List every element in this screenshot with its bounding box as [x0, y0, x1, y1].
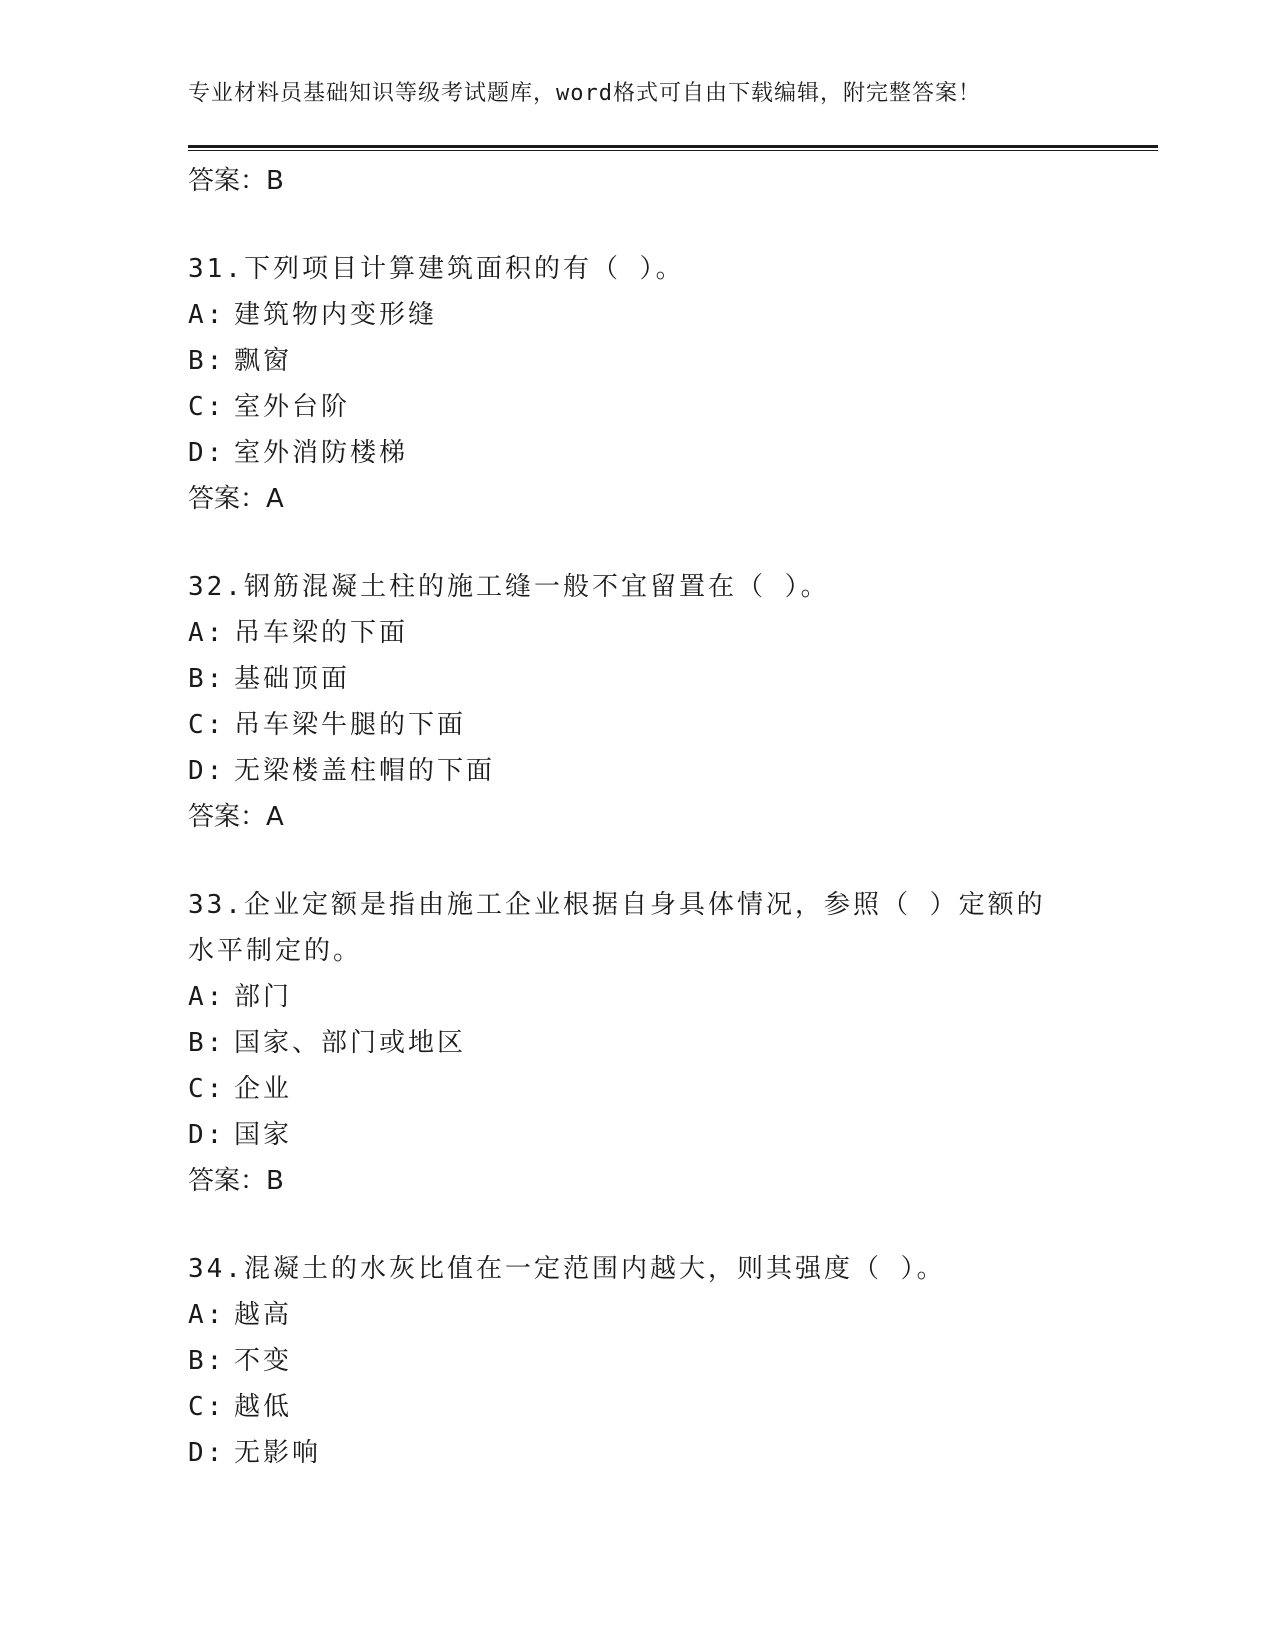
option-key: A: — [188, 618, 226, 648]
answer-line: 答案：A — [188, 802, 284, 832]
option-a — [188, 610, 1108, 656]
header-divider-thin — [188, 150, 1158, 151]
option-key: A: — [188, 982, 226, 1012]
option-text: 企业 — [234, 1074, 293, 1104]
option-text: 基础顶面 — [234, 664, 351, 694]
option-a — [188, 292, 1108, 338]
option-text: 国家、部门或地区 — [234, 1028, 467, 1058]
answer-line: 答案：A — [188, 484, 284, 514]
option-text: 越低 — [234, 1392, 293, 1422]
question-34 — [188, 1246, 1108, 1476]
option-key: C: — [188, 392, 226, 422]
option-key: B: — [188, 1346, 226, 1376]
option-key: C: — [188, 710, 226, 740]
option-text: 室外消防楼梯 — [234, 438, 409, 468]
option-key: D: — [188, 1120, 226, 1150]
option-key: C: — [188, 1074, 226, 1104]
option-c — [188, 384, 1108, 430]
option-key: B: — [188, 346, 226, 376]
option-text: 吊车梁的下面 — [234, 618, 409, 648]
question-33 — [188, 882, 1108, 1204]
option-b — [188, 1338, 1108, 1384]
option-key: D: — [188, 756, 226, 786]
option-a — [188, 974, 1108, 1020]
option-key: D: — [188, 1438, 226, 1468]
option-a — [188, 1292, 1108, 1338]
option-d — [188, 430, 1108, 476]
option-key: A: — [188, 1300, 226, 1330]
option-key: B: — [188, 1028, 226, 1058]
option-text: 吊车梁牛腿的下面 — [234, 710, 467, 740]
option-text: 无梁楼盖柱帽的下面 — [234, 756, 496, 786]
option-d — [188, 1112, 1108, 1158]
page-header: 专业材料员基础知识等级考试题库，word格式可自由下载编辑，附完整答案！ — [188, 81, 981, 106]
option-text: 国家 — [234, 1120, 293, 1150]
option-text: 建筑物内变形缝 — [234, 300, 438, 330]
answer-line: 答案：B — [188, 1166, 284, 1196]
option-d — [188, 748, 1108, 794]
option-key: D: — [188, 438, 226, 468]
question-list — [188, 158, 1108, 1476]
option-c — [188, 702, 1108, 748]
option-key: A: — [188, 300, 226, 330]
question-text: 33.企业定额是指由施工企业根据自身具体情况，参照（ ）定额的水平制定的。 — [188, 890, 1046, 966]
header-divider-thick — [188, 145, 1158, 148]
option-c — [188, 1066, 1108, 1112]
question-text: 32.钢筋混凝土柱的施工缝一般不宜留置在（ ）。 — [188, 572, 830, 602]
question-text: 34.混凝土的水灰比值在一定范围内越大，则其强度（ ）。 — [188, 1254, 946, 1284]
option-text: 部门 — [234, 982, 293, 1012]
option-c — [188, 1384, 1108, 1430]
option-text: 越高 — [234, 1300, 293, 1330]
option-d — [188, 1430, 1108, 1476]
question-text: 31.下列项目计算建筑面积的有（ ）。 — [188, 254, 685, 284]
option-key: B: — [188, 664, 226, 694]
header-divider — [188, 145, 1158, 151]
option-text: 不变 — [234, 1346, 293, 1376]
option-text: 无影响 — [234, 1438, 322, 1468]
option-key: C: — [188, 1392, 226, 1422]
answer-line: 答案：B — [188, 166, 284, 196]
option-b — [188, 656, 1108, 702]
option-text: 室外台阶 — [234, 392, 351, 422]
question-32 — [188, 564, 1108, 840]
option-b — [188, 338, 1108, 384]
option-b — [188, 1020, 1108, 1066]
question-31 — [188, 246, 1108, 522]
option-text: 飘窗 — [234, 346, 293, 376]
